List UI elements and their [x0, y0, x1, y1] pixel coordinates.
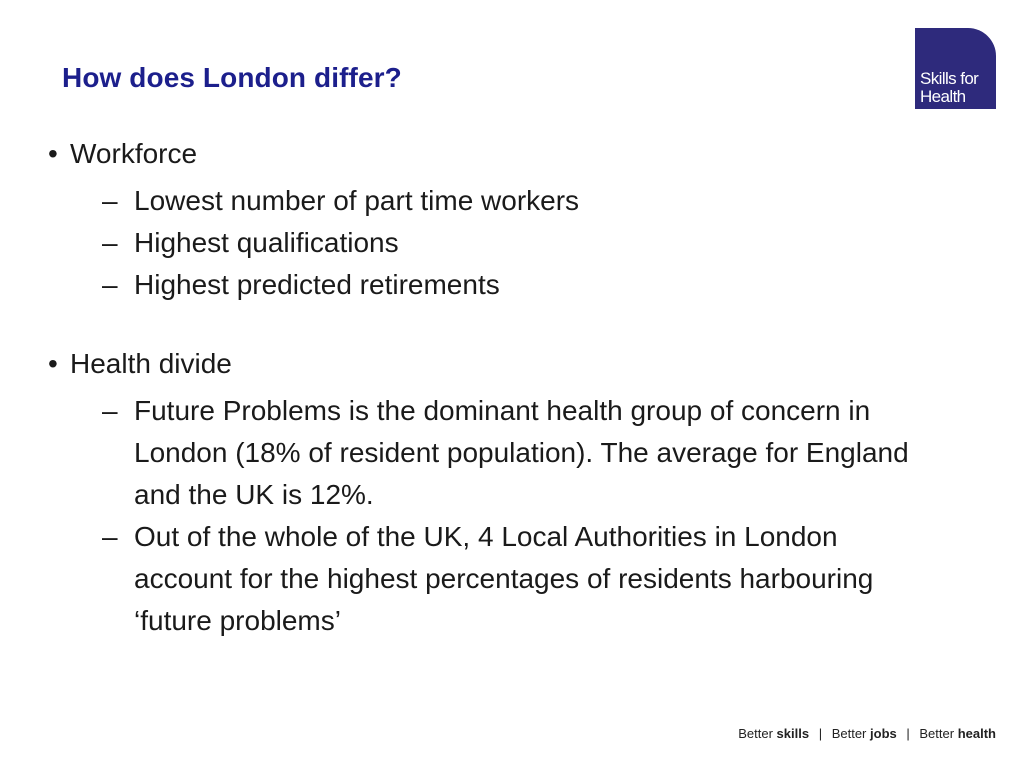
logo-text-line2: Health [920, 87, 966, 106]
footer-better: Better [919, 726, 955, 741]
sub-item-text: Lowest number of part time workers [134, 185, 580, 216]
sub-list-health-divide [48, 390, 948, 642]
logo-text-line1: Skills for [920, 69, 979, 88]
sub-item [102, 180, 942, 222]
sub-item-text: Future Problems is the dominant health group of concern in London (18% of resident population). The average for England and the UK is 12%. [134, 395, 909, 510]
sub-item-text: Out of the whole of the UK, 4 Local Authorities in London account for the highest percentages of residents harbouring ‘future problems’ [134, 521, 874, 636]
sub-item [102, 516, 942, 642]
sub-item-text: Highest predicted retirements [134, 269, 500, 300]
sub-mark: – [102, 185, 118, 216]
sub-mark: – [102, 269, 118, 300]
skills-for-health-logo [915, 28, 996, 109]
spacer [48, 306, 948, 346]
footer-separator: | [818, 726, 823, 741]
footer-tagline [738, 726, 996, 741]
footer-better: Better [831, 726, 867, 741]
bullet-health-divide [48, 346, 948, 382]
sub-list-workforce [48, 180, 948, 306]
sub-mark: – [102, 395, 118, 426]
bullet-label: Workforce [70, 138, 198, 169]
bullet-workforce [48, 136, 948, 172]
footer-jobs: jobs [870, 726, 897, 741]
slide-content [48, 136, 948, 642]
sub-mark: – [102, 227, 118, 258]
sub-item [102, 222, 942, 264]
bullet-mark: • [48, 348, 58, 379]
footer-skills: skills [776, 726, 810, 741]
footer-better: Better [738, 726, 773, 741]
footer-separator: | [906, 726, 910, 741]
slide-title: How does London differ? [62, 62, 402, 93]
sub-item-text: Highest qualifications [134, 227, 399, 258]
sub-mark: – [102, 521, 118, 552]
bullet-label: Health divide [70, 348, 232, 379]
sub-item [102, 264, 942, 306]
footer-health: health [957, 726, 996, 741]
bullet-mark: • [48, 138, 58, 169]
sub-item [102, 390, 942, 516]
